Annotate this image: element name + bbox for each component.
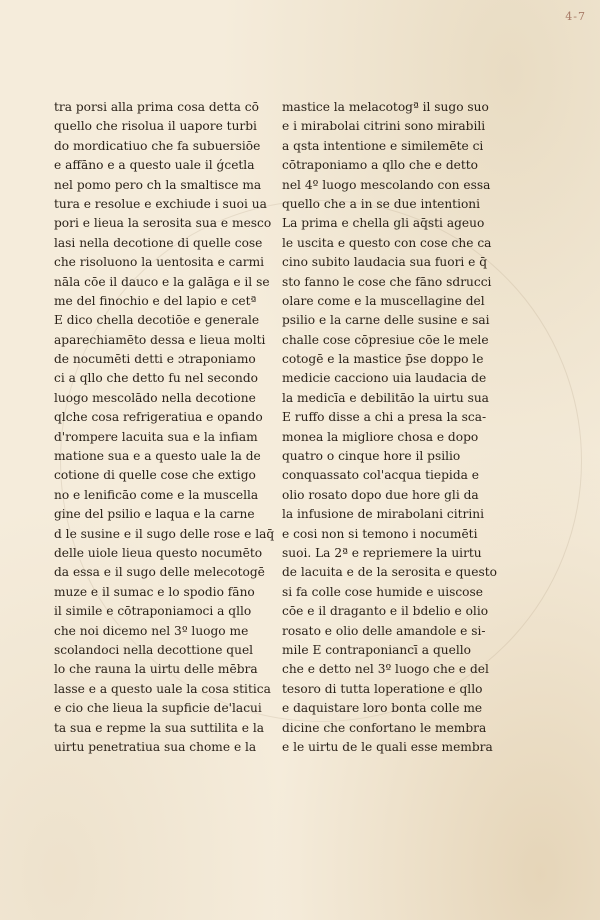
text-line: da essa e il sugo delle melecotogē — [54, 565, 265, 580]
text-line: nel 4º luogo mescolando con essa — [282, 177, 491, 192]
text-line: che risoluono la uentosita e carmi — [54, 255, 265, 270]
folio-number: 4-7 — [565, 10, 586, 23]
left-text-column — [54, 98, 279, 757]
text-line: d le susine e il sugo delle rose e laq̄ — [54, 526, 275, 541]
text-line: si fa colle cose humide e uiscose — [282, 584, 483, 599]
text-line: la medicīa e debilitāo la uirtu sua — [282, 390, 489, 405]
right-text-column — [282, 98, 507, 757]
text-line: cino subito laudacia sua fuori e q̄ — [282, 255, 488, 270]
text-line: gine del psilio e laqua e la carne — [54, 507, 255, 522]
text-line: sto fanno le cose che fāno sdrucci — [282, 274, 492, 289]
text-line: le uscita e questo con cose che ca — [282, 235, 492, 250]
text-line: e daquistare loro bonta colle me — [282, 701, 483, 716]
text-line: e affāno e a questo uale il ǵcetla — [54, 158, 255, 173]
text-line: me del finochio e del lapio e cetª — [54, 293, 257, 308]
text-line: il simile e cōtraponiamoci a qllo — [54, 604, 252, 619]
text-line: muze e il sumac e lo spodio fāno — [54, 584, 255, 599]
text-line: nel pomo pero ch la smaltisce ma — [54, 177, 262, 192]
text-line: do mordicatiuo che fa subuersiōe — [54, 138, 261, 153]
text-line: rosato e olio delle amandole e si- — [282, 623, 486, 638]
text-line: d'rompere lacuita sua e la infiam — [54, 429, 258, 444]
text-line: tra porsi alla prima cosa detta cō — [54, 100, 259, 114]
text-line: tesoro di tutta loperatione e qllo — [282, 681, 483, 696]
text-line: e i mirabolai citrini sono mirabili — [282, 119, 486, 134]
text-line: e le uirtu de le quali esse membra — [282, 739, 493, 754]
text-line: medicie cacciono uia laudacia de — [282, 371, 487, 386]
text-line: cōe e il draganto e il bdelio e olio — [282, 604, 489, 619]
text-line: olare come e la muscellagine del — [282, 293, 485, 308]
text-line: psilio e la carne delle susine e sai — [282, 313, 490, 328]
text-line: de nocumēti detti e ɔtraponiamo — [54, 352, 256, 367]
text-line: scolandoci nella decottione quel — [54, 642, 254, 657]
text-line: quello che a in se due intentioni — [282, 196, 481, 211]
text-line: pori e lieua la serosita sua e mesco — [54, 216, 272, 231]
text-line: ci a qllo che detto fu nel secondo — [54, 371, 259, 386]
text-line: E dico chella decotiōe e generale — [54, 313, 260, 328]
text-line: lasse e a questo uale la cosa stitica — [54, 681, 271, 696]
text-line: E ruffo disse a chi a presa la sca- — [282, 410, 487, 425]
text-line: de lacuita e de la serosita e questo — [282, 565, 497, 580]
text-line: dicine che confortano le membra — [282, 720, 487, 735]
text-line: monea la migliore chosa e dopo — [282, 429, 479, 444]
text-line: e cosi non si temono i nocumēti — [282, 526, 478, 541]
text-line: delle uiole lieua questo nocumēto — [54, 545, 263, 560]
text-line: matione sua e a questo uale la de — [54, 449, 261, 464]
text-line: che e detto nel 3º luogo che e del — [282, 662, 489, 677]
text-line: lo che rauna la uirtu delle mēbra — [54, 662, 258, 677]
text-line: no e lenificāo come e la muscella — [54, 487, 259, 502]
text-line: che noi dicemo nel 3º luogo me — [54, 623, 249, 638]
text-line: conquassato col'acqua tiepida e — [282, 468, 479, 483]
text-line: quatro o cinque hore il psilio — [282, 449, 461, 464]
text-line: challe cose cōpresiue cōe le mele — [282, 332, 489, 347]
text-line: cotogē e la mastice p̄se doppo le — [282, 352, 484, 367]
text-line: a qsta intentione e similemēte ci — [282, 138, 484, 153]
text-line: La prima e chella gli aq̄sti ageuo — [282, 216, 485, 231]
text-line: cotione di quelle cose che extigo — [54, 468, 256, 483]
text-line: olio rosato dopo due hore gli da — [282, 487, 479, 502]
text-line: e cio che lieua la supficie de'lacui — [54, 701, 262, 716]
text-line: lasi nella decotione di quelle cose — [54, 235, 263, 250]
text-line: luogo mescolādo nella decotione — [54, 390, 256, 405]
text-line: uirtu penetratiua sua chome e la — [54, 739, 257, 754]
text-line: ta sua e repme la sua suttilita e la — [54, 720, 265, 735]
text-line: quello che risolua il uapore turbi — [54, 119, 257, 134]
text-line: nāla cōe il dauco e la galāga e il se — [54, 274, 270, 289]
text-line: mile E contraponiancī a quello — [282, 642, 471, 657]
text-line: cōtraponiamo a qllo che e detto — [282, 158, 479, 173]
text-line: aparechiamēto dessa e lieua molti — [54, 332, 266, 347]
text-line: tura e resolue e exchiude i suoi ua — [54, 196, 267, 211]
text-line: qlche cosa refrigeratiua e opando — [54, 410, 263, 425]
text-line: la infusione de mirabolani citrini — [282, 507, 485, 522]
text-line: suoi. La 2ª e repriemere la uirtu — [282, 545, 482, 560]
text-line: mastice la melacotogª il sugo suo — [282, 100, 489, 114]
